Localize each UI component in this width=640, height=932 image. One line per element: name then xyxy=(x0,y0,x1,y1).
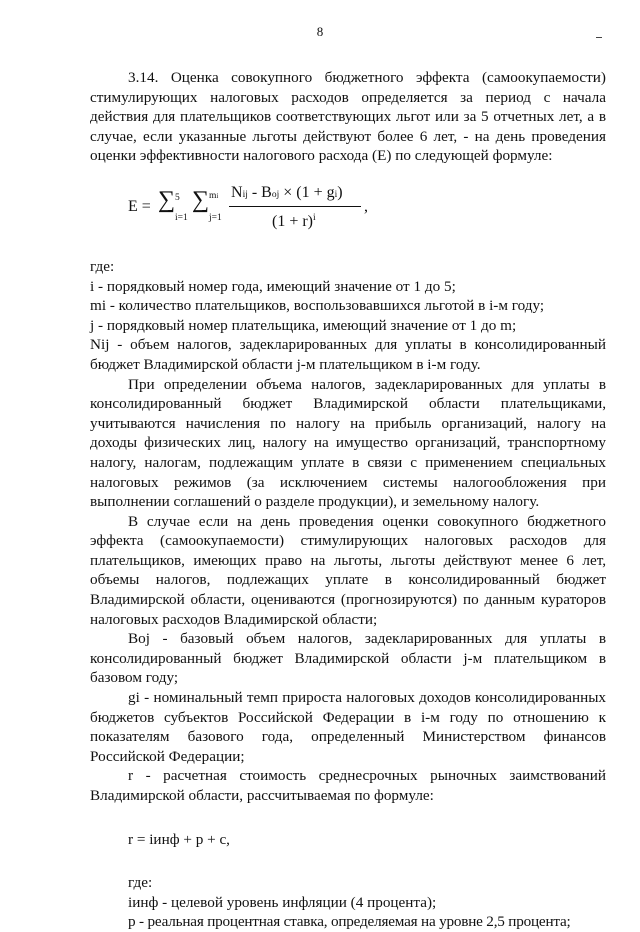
definition-boj: Boj - базовый объем налогов, задекларированных для уплаты в консолидированный бюджет Владимирской области j-м плательщиком в базовом году; xyxy=(90,630,606,687)
inner-sum-icon: ∑ xyxy=(192,186,210,213)
definition-mi: mi - количество плательщиков, воспользовавшихся льготой в i-м году; xyxy=(90,297,545,315)
formula-denominator: $(1 + r)^i$ xyxy=(272,212,316,230)
formula-lhs: E = xyxy=(128,197,151,215)
where-label-1: где: xyxy=(90,257,115,275)
formula-numerator: Nij - Boj × (1 + gi) xyxy=(231,183,343,201)
page-number: 8 xyxy=(316,24,324,39)
definition-r: r - расчетная стоимость среднесрочных рыночных заимствований Владимирской области, рассчитываемая по формуле: xyxy=(90,767,606,804)
paragraph-taxes: При определении объема налогов, задекларированных для уплаты в консолидированный бюджет Владимирской области плательщиками, учитываются начисления по налогу на прибыль организаций, налогу на доходы физических лиц, налогу на имущество организаций, транспортному налогу, налогам, подлежащим уплате в связи с применением специальных налоговых режимов (за исключением системы налогообложения при выполнении соглашений о разделе продукции), и земельному налогу. xyxy=(90,375,606,511)
definition-iinf: iинф - целевой уровень инфляции (4 процента); xyxy=(128,893,437,911)
paragraph-3-14: 3.14. Оценка совокупного бюджетного эффекта (самоокупаемости) стимулирующих налоговых расходов определяется за период с начала действия для плательщиков соответствующих льгот или за 5 отчетных лет, а в случае, если указанные льготы действуют более 6 лет, - на день проведения оценки эффективности налогового расхода (E) по следующей формуле: xyxy=(90,69,606,165)
outer-sum-lower: i=1 xyxy=(175,212,188,223)
inner-sum-upper: mi xyxy=(209,190,219,201)
inner-sum-lower: j=1 xyxy=(209,212,222,223)
formula-trailing-comma: , xyxy=(364,197,368,215)
outer-sum-icon: ∑ xyxy=(158,186,176,213)
definition-nij: Nij - объем налогов, задекларированных для уплаты в консолидированный бюджет Владимирской области j-м плательщиком в i-м году. xyxy=(90,336,606,373)
formula-r: r = iинф + p + c, xyxy=(128,830,230,848)
definition-j: j - порядковый номер плательщика, имеющий значение от 1 до m; xyxy=(90,316,517,334)
document-body xyxy=(90,68,606,932)
outer-sum-upper: 5 xyxy=(175,192,180,203)
scan-mark xyxy=(596,37,602,38)
definition-i: i - порядковый номер года, имеющий значение от 1 до 5; xyxy=(90,277,456,295)
fraction-bar xyxy=(229,206,361,207)
where-label-2: где: xyxy=(128,874,153,892)
paragraph-case: В случае если на день проведения оценки совокупного бюджетного эффекта (самоокупаемости) стимулирующих налоговых расходов для плательщиков, имеющих право на льготы, льготы действуют менее 6 лет, объемы налогов, подлежащих уплате в консолидированный бюджет Владимирской области, оцениваются (прогнозируются) по данным кураторов налоговых расходов Владимирской области; xyxy=(90,512,606,628)
definition-gi: gi - номинальный темп прироста налоговых доходов консолидированных бюджетов субъектов Российской Федерации в i-м году по отношению к показателям базового года, определенный Министерством финансов Российской Федерации; xyxy=(90,689,606,765)
formula-e xyxy=(128,185,606,233)
definition-p: p - реальная процентная ставка, определяемая на уровне 2,5 процента; xyxy=(128,913,571,931)
